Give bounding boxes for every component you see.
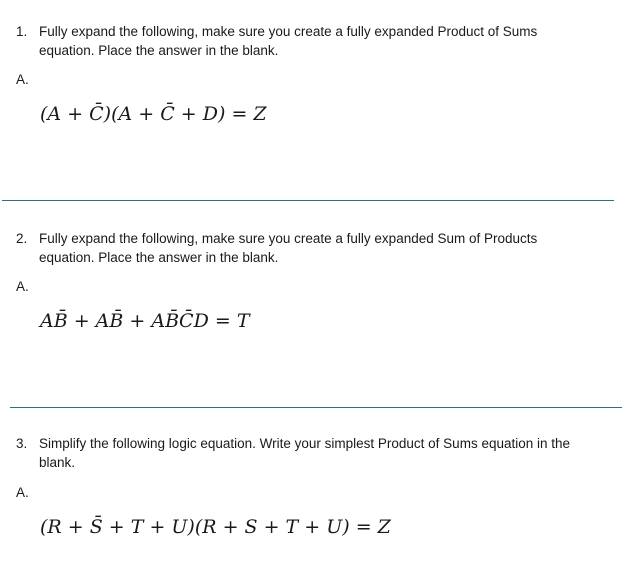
question-number: 2. bbox=[16, 231, 28, 246]
question-text-line-1: Fully expand the following, make sure you create a fully expanded Product of Sums bbox=[39, 24, 538, 39]
question-text-line-2: equation. Place the answer in the blank. bbox=[39, 250, 279, 265]
question-3 bbox=[16, 434, 570, 472]
answer-label: A. bbox=[16, 279, 29, 294]
equation-1-text: (A + C̄)(A + C̄ + D) = Z bbox=[40, 103, 267, 125]
equation-1 bbox=[40, 103, 267, 125]
divider bbox=[10, 407, 622, 408]
question-2 bbox=[16, 229, 537, 267]
equation-2-text: AB̄ + AB̄ + AB̄C̄D = T bbox=[40, 310, 250, 332]
question-number: 1. bbox=[16, 24, 28, 39]
question-1 bbox=[16, 22, 537, 60]
equation-3 bbox=[40, 516, 391, 538]
question-text-line-2: equation. Place the answer in the blank. bbox=[39, 43, 279, 58]
answer-label: A. bbox=[16, 72, 29, 87]
equation-3-text: (R + S̄ + T + U)(R + S + T + U) = Z bbox=[40, 516, 391, 538]
question-text-line-1: Fully expand the following, make sure you create a fully expanded Sum of Products bbox=[39, 231, 538, 246]
divider bbox=[2, 200, 614, 201]
answer-label: A. bbox=[16, 485, 29, 500]
question-text-line-2: blank. bbox=[39, 455, 76, 470]
question-text-line-1: Simplify the following logic equation. Write your simplest Product of Sums equation in the bbox=[39, 436, 571, 451]
equation-2 bbox=[40, 310, 250, 332]
question-number: 3. bbox=[16, 436, 28, 451]
